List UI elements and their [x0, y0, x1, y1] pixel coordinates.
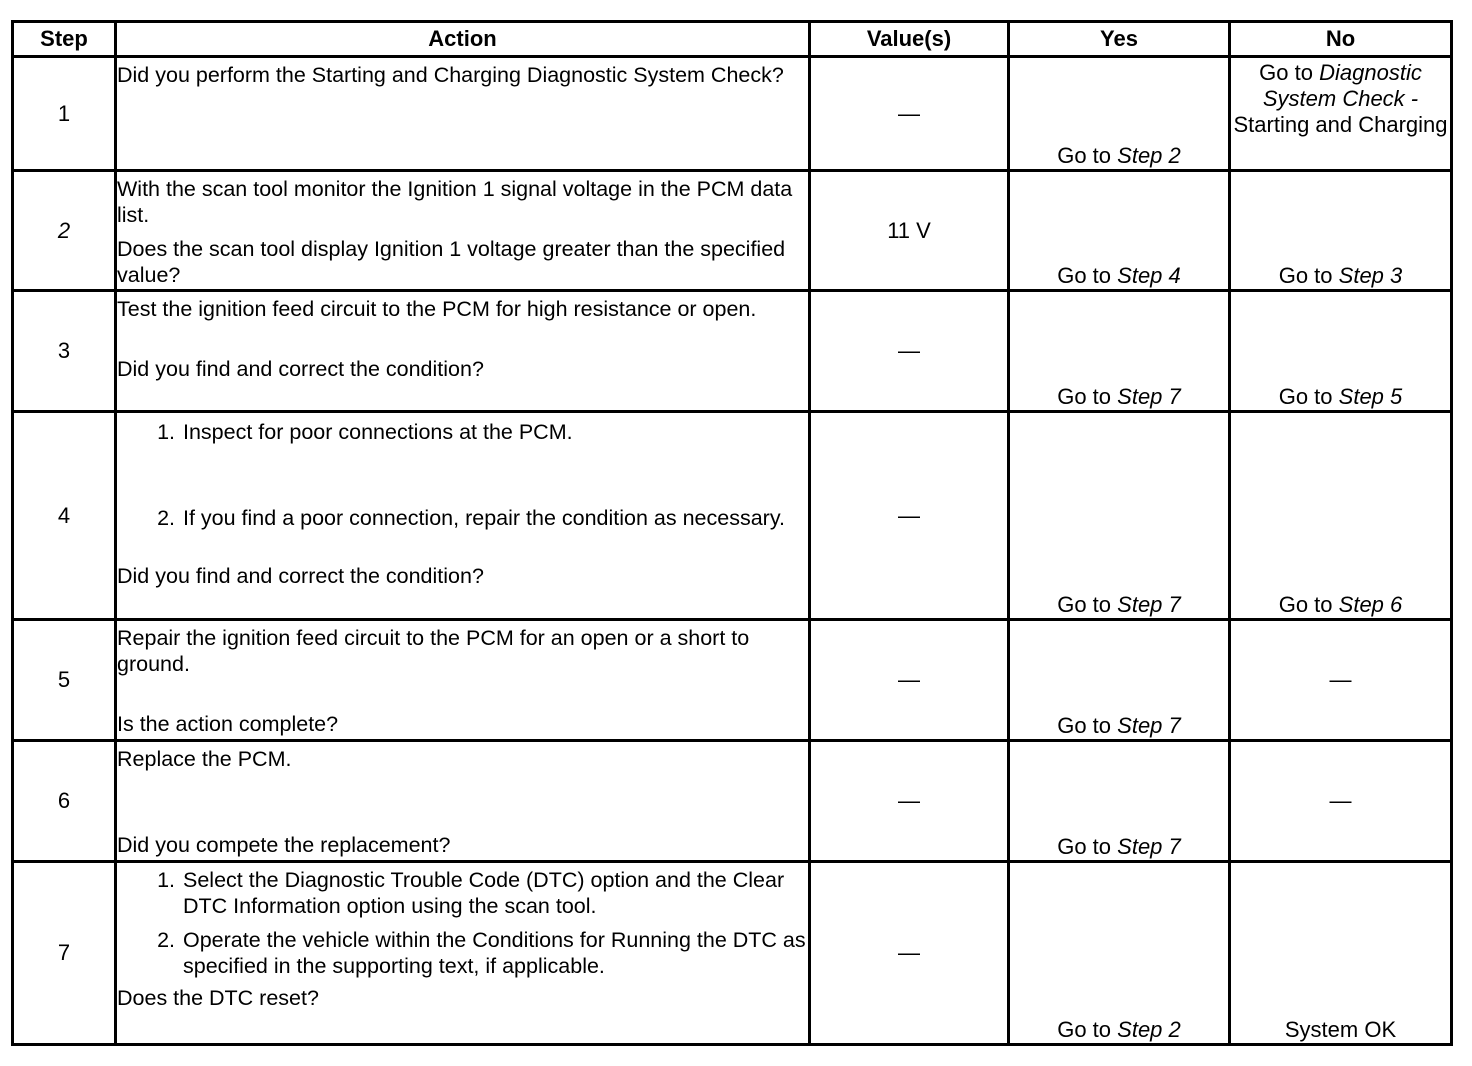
- step-link[interactable]: Step 6: [1338, 592, 1403, 617]
- table-row: [13, 620, 1452, 741]
- no-cell: System OK: [1230, 862, 1452, 1045]
- list-item-text: If you find a poor connection, repair the condition as necessary.: [183, 506, 785, 530]
- step-link[interactable]: Step 7: [1117, 834, 1181, 859]
- list-item: 2. Operate the vehicle within the Conditions for Running the DTC as specified in the supporting text, if applicable.: [117, 927, 808, 979]
- step-number: 4: [13, 412, 116, 620]
- step-number: 2: [13, 171, 116, 291]
- goto-label: Go to: [1057, 1017, 1112, 1042]
- yes-cell: [1009, 741, 1230, 862]
- no-cell: —: [1230, 620, 1452, 741]
- list-item: 1. Select the Diagnostic Trouble Code (DTC) option and the Clear DTC Information option using the scan tool.: [117, 867, 808, 919]
- header-values: Value(s): [810, 22, 1009, 57]
- no-cell: [1230, 171, 1452, 291]
- value-cell: —: [810, 862, 1009, 1045]
- no-cell: [1230, 412, 1452, 620]
- value-cell: 11 V: [810, 171, 1009, 291]
- list-item-text: Select the Diagnostic Trouble Code (DTC) option and the Clear DTC Information option using the scan tool.: [183, 868, 785, 918]
- action-text: With the scan tool monitor the Ignition 1 signal voltage in the PCM data list.: [117, 177, 793, 227]
- step-link[interactable]: Step 3: [1338, 263, 1403, 288]
- action-list: [117, 867, 808, 979]
- yes-cell: [1009, 620, 1230, 741]
- action-cell: [116, 171, 810, 291]
- action-question: Did you find and correct the condition?: [117, 564, 484, 588]
- yes-cell: [1009, 862, 1230, 1045]
- action-question: Does the scan tool display Ignition 1 voltage greater than the specified value?: [117, 237, 786, 287]
- goto-label: Go to: [1057, 143, 1112, 168]
- table-row: [13, 412, 1452, 620]
- step-number: 5: [13, 620, 116, 741]
- value-cell: —: [810, 620, 1009, 741]
- list-item: 2. If you find a poor connection, repair the condition as necessary.: [117, 505, 808, 531]
- action-cell: [116, 620, 810, 741]
- goto-label: Go to: [1057, 713, 1112, 738]
- value-cell: —: [810, 291, 1009, 412]
- step-number: 6: [13, 741, 116, 862]
- header-row: [13, 22, 1452, 57]
- no-cell-text: Starting and Charging: [1233, 112, 1448, 137]
- action-cell: [116, 57, 810, 171]
- no-cell: [1230, 57, 1452, 171]
- list-item: 1. Inspect for poor connections at the PCM.: [117, 419, 808, 445]
- goto-label: Go to: [1057, 384, 1112, 409]
- yes-cell: [1009, 57, 1230, 171]
- action-text: Did you perform the Starting and Charging Diagnostic System Check?: [117, 63, 784, 87]
- table-row: [13, 291, 1452, 412]
- step-number: 1: [13, 57, 116, 171]
- header-action: Action: [116, 22, 810, 57]
- step-number: 3: [13, 291, 116, 412]
- goto-label: Go to: [1259, 60, 1313, 85]
- step-link[interactable]: Step 2: [1117, 143, 1181, 168]
- action-question: Did you compete the replacement?: [117, 833, 451, 857]
- table-row: [13, 741, 1452, 862]
- value-cell: —: [810, 741, 1009, 862]
- value-cell: —: [810, 412, 1009, 620]
- action-cell: [116, 291, 810, 412]
- table-row: [13, 171, 1452, 291]
- goto-label: Go to: [1278, 592, 1333, 617]
- header-step: Step: [13, 22, 116, 57]
- table-row: [13, 862, 1452, 1045]
- step-link[interactable]: Step 7: [1117, 713, 1181, 738]
- header-no: No: [1230, 22, 1452, 57]
- action-question: Does the DTC reset?: [117, 986, 319, 1010]
- goto-label: Go to: [1057, 592, 1112, 617]
- action-text: Repair the ignition feed circuit to the PCM for an open or a short to ground.: [117, 626, 750, 676]
- no-cell: —: [1230, 741, 1452, 862]
- value-cell: —: [810, 57, 1009, 171]
- action-cell: [116, 412, 810, 620]
- step-link[interactable]: Step 5: [1338, 384, 1403, 409]
- goto-label: Go to: [1278, 263, 1333, 288]
- diagnostic-table: [11, 20, 1453, 1046]
- header-yes: Yes: [1009, 22, 1230, 57]
- action-text: Test the ignition feed circuit to the PCM for high resistance or open.: [117, 297, 757, 321]
- action-cell: [116, 862, 810, 1045]
- yes-cell: [1009, 412, 1230, 620]
- goto-label: Go to: [1057, 263, 1112, 288]
- goto-label: Go to: [1057, 834, 1112, 859]
- step-number: 7: [13, 862, 116, 1045]
- table-row: [13, 57, 1452, 171]
- action-list: [117, 419, 808, 531]
- list-item-text: Inspect for poor connections at the PCM.: [183, 420, 573, 444]
- step-link[interactable]: Step 7: [1117, 384, 1181, 409]
- yes-cell: [1009, 291, 1230, 412]
- goto-label: Go to: [1278, 384, 1333, 409]
- step-link[interactable]: Step 4: [1117, 263, 1181, 288]
- list-item-text: Operate the vehicle within the Conditions for Running the DTC as specified in the supporting text, if applicable.: [183, 928, 806, 978]
- step-link[interactable]: Step 2: [1117, 1017, 1181, 1042]
- action-question: Is the action complete?: [117, 712, 339, 736]
- yes-cell: [1009, 171, 1230, 291]
- diagnostic-system-check-link[interactable]: Diagnostic System Check -: [1262, 60, 1422, 111]
- action-cell: [116, 741, 810, 862]
- no-cell: [1230, 291, 1452, 412]
- action-question: Did you find and correct the condition?: [117, 357, 484, 381]
- step-link[interactable]: Step 7: [1117, 592, 1181, 617]
- action-text: Replace the PCM.: [117, 747, 292, 771]
